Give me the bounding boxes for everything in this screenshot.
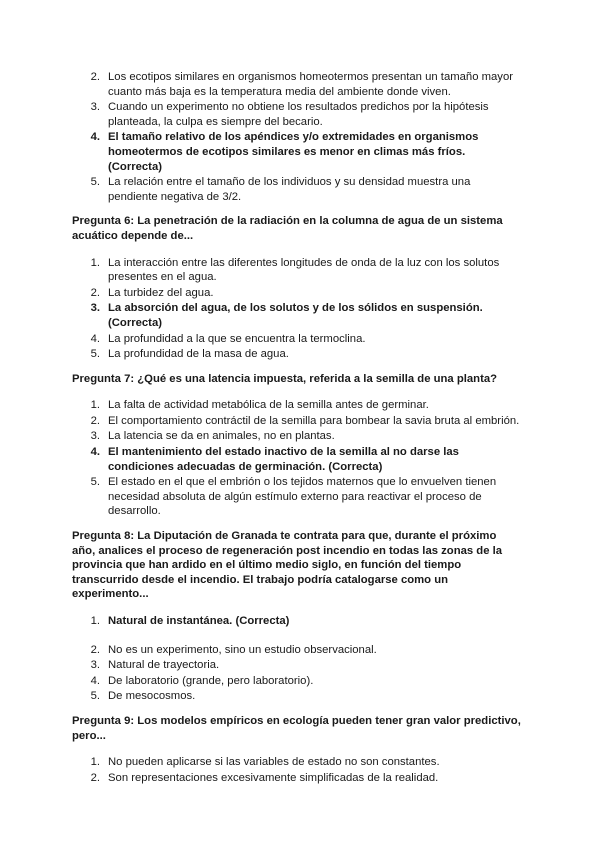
item-text: De laboratorio (grande, pero laboratorio). xyxy=(108,674,314,687)
list-item xyxy=(72,771,522,786)
list-item xyxy=(72,286,522,301)
list-item xyxy=(72,643,522,658)
item-number: 5. xyxy=(90,348,100,361)
list-item xyxy=(72,332,522,347)
question-9-options xyxy=(72,755,522,785)
list-item xyxy=(72,475,522,519)
item-text: La profundidad a la que se encuentra la termoclina. xyxy=(108,332,366,345)
item-number: 3. xyxy=(90,659,100,672)
item-text: La profundidad de la masa de agua. xyxy=(108,348,289,361)
item-text: De mesocosmos. xyxy=(108,690,196,703)
item-number: 3. xyxy=(90,302,100,315)
item-number: 4. xyxy=(90,446,100,459)
question-5-options xyxy=(72,70,522,204)
item-number: 2. xyxy=(90,771,100,784)
item-number: 1. xyxy=(90,756,100,769)
item-number: 2. xyxy=(90,643,100,656)
question-7-heading: Pregunta 7: ¿Qué es una latencia impuesta, referida a la semilla de una planta? xyxy=(72,372,498,385)
list-item xyxy=(72,674,522,689)
item-text: Natural de trayectoria. xyxy=(108,659,220,672)
list-item xyxy=(72,398,522,413)
list-item xyxy=(72,414,522,429)
item-number: 5. xyxy=(90,176,100,189)
item-number: 2. xyxy=(90,414,100,427)
item-text: La latencia se da en animales, no en plantas. xyxy=(108,430,335,443)
item-text: El mantenimiento del estado inactivo de la semilla al no darse las condiciones adecuadas de germinación. (Correcta) xyxy=(108,446,459,473)
correct-answer xyxy=(72,130,522,174)
item-number: 5. xyxy=(90,690,100,703)
item-number: 1. xyxy=(90,256,100,269)
question-8-first-option xyxy=(72,614,522,629)
item-number: 1. xyxy=(90,399,100,412)
item-text: El comportamiento contráctil de la semilla para bombear la savia bruta al embrión. xyxy=(108,414,520,427)
item-number: 2. xyxy=(90,71,100,83)
list-item xyxy=(72,755,522,770)
list-item xyxy=(72,347,522,362)
item-text: La turbidez del agua. xyxy=(108,286,214,299)
question-8-heading: Pregunta 8: La Diputación de Granada te contrata para que, durante el próximo año, analices el proceso de regeneración post incendio en todas las zonas de la provincia que han ardido en el último medio siglo, en función del tiempo transcurrido desde el incendio. El trabajo podría catalogarse como un experimento... xyxy=(72,530,503,601)
item-number: 2. xyxy=(90,286,100,299)
question-7-options xyxy=(72,398,522,519)
correct-answer xyxy=(72,614,522,629)
correct-answer xyxy=(72,301,522,330)
list-item xyxy=(72,658,522,673)
list-item xyxy=(72,689,522,704)
item-number: 3. xyxy=(90,101,100,114)
list-item xyxy=(72,70,522,99)
question-8-options xyxy=(72,643,522,704)
item-text: La relación entre el tamaño de los individuos y su densidad muestra una pendiente negativa de 3/2. xyxy=(108,176,471,203)
item-text: No es un experimento, sino un estudio observacional. xyxy=(108,643,377,656)
item-text: Cuando un experimento no obtiene los resultados predichos por la hipótesis planteada, la culpa es siempre del becario. xyxy=(108,101,489,128)
item-text: La interacción entre las diferentes longitudes de onda de la luz con los solutos presentes en el agua. xyxy=(108,256,500,284)
item-text: Los ecotipos similares en organismos homeotermos presentan un tamaño mayor cuanto más baja es la temperatura media del ambiente donde viven. xyxy=(108,71,514,98)
item-number: 4. xyxy=(90,674,100,687)
item-text: El tamaño relativo de los apéndices y/o extremidades en organismos homeotermos de ecotipos similares es menor en climas más fríos. (Correcta) xyxy=(108,131,479,173)
list-item xyxy=(72,175,522,204)
item-text: El estado en el que el embrión o los tejidos maternos que lo envuelven tienen necesidad absoluta de algún estímulo externo para reactivar el proceso de desarrollo. xyxy=(108,476,497,518)
question-9-heading: Pregunta 9: Los modelos empíricos en ecología pueden tener gran valor predictivo, pero... xyxy=(72,714,521,742)
item-number: 5. xyxy=(90,476,100,489)
item-text: No pueden aplicarse si las variables de estado no son constantes. xyxy=(108,756,440,769)
item-number: 4. xyxy=(90,131,100,144)
correct-answer xyxy=(72,445,522,474)
item-number: 3. xyxy=(90,430,100,443)
list-item xyxy=(72,100,522,129)
list-item xyxy=(72,256,522,285)
item-text: Son representaciones excesivamente simplificadas de la realidad. xyxy=(108,771,439,784)
document-page xyxy=(72,70,522,795)
list-item xyxy=(72,429,522,444)
question-6-options xyxy=(72,256,522,362)
item-number: 4. xyxy=(90,332,100,345)
item-text: La absorción del agua, de los solutos y de los sólidos en suspensión. (Correcta) xyxy=(108,302,483,329)
item-text: Natural de instantánea. (Correcta) xyxy=(108,615,290,627)
question-6-heading: Pregunta 6: La penetración de la radiación en la columna de agua de un sistema acuático depende de... xyxy=(72,215,503,242)
item-number: 1. xyxy=(90,615,100,627)
item-text: La falta de actividad metabólica de la semilla antes de germinar. xyxy=(108,399,429,412)
